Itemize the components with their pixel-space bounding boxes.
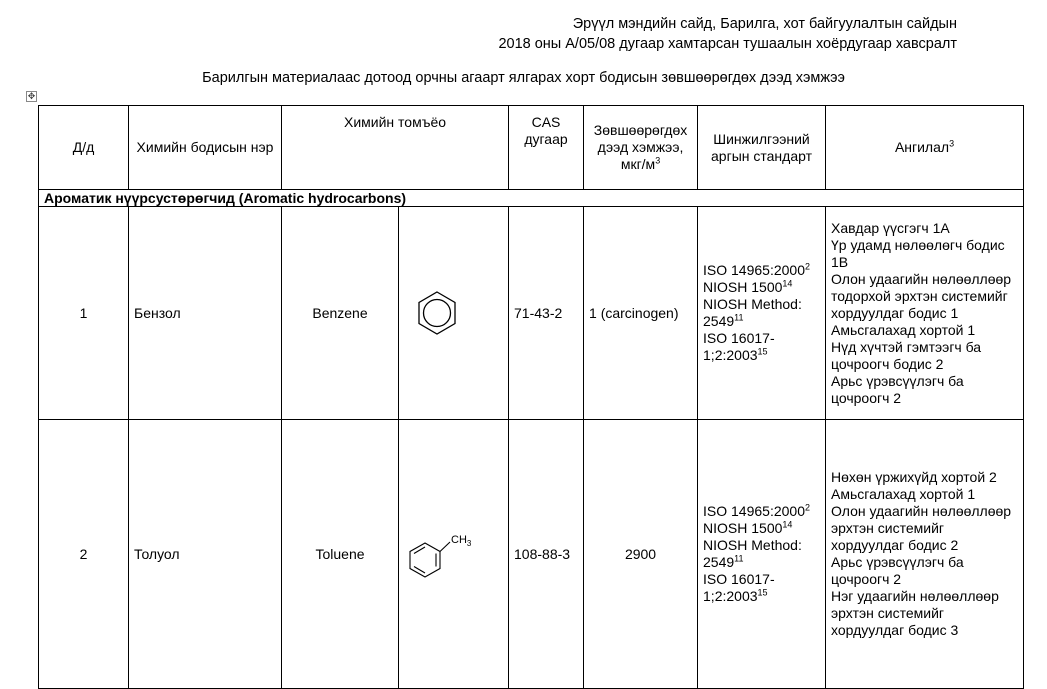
section-row (39, 190, 1024, 207)
methyl-group-subscript: 3 (466, 539, 472, 548)
classification-item: Арьс үрэвсүүлэгч ба цочроогч 2 (831, 554, 964, 587)
standard-text: ISO 14965:2000 (703, 503, 805, 519)
standard-line (703, 262, 820, 279)
standard-ref: 14 (782, 519, 793, 530)
appendix-header-line-1: Эрүүл мэндийн сайд, Барилга, хот байгуулалтын сайдын (572, 16, 957, 32)
row-structure-cell (399, 207, 509, 420)
standard-text: ISO 16017-1;2:2003 (703, 571, 775, 604)
header-limit-sup: 3 (655, 155, 661, 166)
table-row (39, 207, 1024, 420)
benzene-structure-icon (404, 290, 468, 336)
standard-ref: 15 (757, 587, 768, 598)
header-limit-text: Зөвшөөрөгдөх дээд хэмжээ, мкг/м (593, 122, 688, 172)
toluene-structure-icon (404, 530, 484, 578)
standard-text: NIOSH Method: 2549 (703, 296, 802, 329)
header-cas: CAS дугаар (509, 106, 584, 190)
standard-line (703, 503, 820, 520)
classification-item: Амьсгалахад хортой 1 (831, 321, 976, 338)
header-class-text: Ангилал (894, 139, 950, 155)
standard-line (703, 330, 820, 364)
row-classification (826, 420, 1024, 689)
row-num: 1 (39, 207, 129, 420)
row-name-mn: Бензол (129, 207, 282, 420)
standard-ref: 14 (782, 278, 793, 289)
standard-text: NIOSH 1500 (703, 279, 783, 295)
standard-ref: 11 (734, 312, 744, 323)
standard-text: ISO 16017-1;2:2003 (703, 330, 775, 363)
classification-item: Арьс үрэвсүүлэгч ба цочроогч 2 (831, 372, 964, 406)
standard-text: NIOSH 1500 (703, 520, 783, 536)
standard-line (703, 296, 820, 330)
standard-line (703, 571, 820, 605)
classification-item: Нүд хүчтэй гэмтээгч ба цочроогч бодис 2 (831, 338, 982, 372)
classification-item: Амьсгалахад хортой 1 (831, 486, 976, 502)
document-title: Барилгын материалаас дотоод орчны агаарт ялгарах хорт бодисын зөвшөөрөгдөх дээд хэмжээ (202, 70, 845, 86)
row-classification (826, 207, 1024, 420)
svg-text:CH3 (451, 534, 472, 548)
classification-item: Олон удаагийн нөлөөллөөр эрхтэн системийг хордуулдаг бодис 2 (831, 503, 1012, 553)
header-formula: Химийн томъёо (282, 106, 509, 190)
header-limit (584, 106, 698, 190)
row-limit: 1 (carcinogen) (584, 207, 698, 420)
row-structure-cell (399, 420, 509, 689)
header-name: Химийн бодисын нэр (129, 106, 282, 190)
classification-item: Нөхөн үржихүйд хортой 2 (831, 469, 997, 485)
standard-line (703, 520, 820, 537)
standard-ref: 15 (757, 346, 768, 357)
row-standards (698, 207, 826, 420)
row-name-mn: Толуол (129, 420, 282, 689)
standard-text: ISO 14965:2000 (703, 262, 805, 278)
row-cas: 108-88-3 (509, 420, 584, 689)
row-name-en: Toluene (282, 420, 399, 689)
substance-limits-table (38, 105, 1024, 689)
table-header-row (39, 106, 1024, 190)
standard-text: NIOSH Method: 2549 (703, 537, 802, 570)
appendix-header-line-2: 2018 оны А/05/08 дугаар хамтарсан тушаалын хоёрдугаар хавсралт (498, 36, 957, 52)
standard-line (703, 279, 820, 296)
table-move-handle-icon[interactable]: ✥ (27, 91, 36, 101)
row-cas: 71-43-2 (509, 207, 584, 420)
table-row (39, 420, 1024, 689)
classification-item: Үр удамд нөлөөлөгч бодис 1B (831, 236, 1005, 270)
header-class-sup: 3 (949, 138, 955, 149)
classification-item: Хавдар үүсгэгч 1A (831, 219, 950, 236)
header-class (826, 106, 1024, 190)
row-num: 2 (39, 420, 129, 689)
standard-line (703, 537, 820, 571)
section-title: Ароматик нүүрсустөрөгчид (Aromatic hydrocarbons) (39, 190, 1024, 207)
methyl-group-label: CH (451, 534, 467, 546)
standard-ref: 2 (805, 502, 811, 513)
row-standards (698, 420, 826, 689)
row-limit: 2900 (584, 420, 698, 689)
header-num: Д/д (39, 106, 129, 190)
standard-ref: 2 (805, 261, 811, 272)
header-method: Шинжилгээний аргын стандарт (698, 106, 826, 190)
row-name-en: Benzene (282, 207, 399, 420)
classification-item: Олон удаагийн нөлөөллөөр тодорхой эрхтэн системийг хордуулдаг бодис 1 (831, 270, 1012, 321)
classification-item: Нэг удаагийн нөлөөллөөр эрхтэн системийг хордуулдаг бодис 3 (831, 588, 999, 638)
standard-ref: 11 (734, 553, 744, 564)
